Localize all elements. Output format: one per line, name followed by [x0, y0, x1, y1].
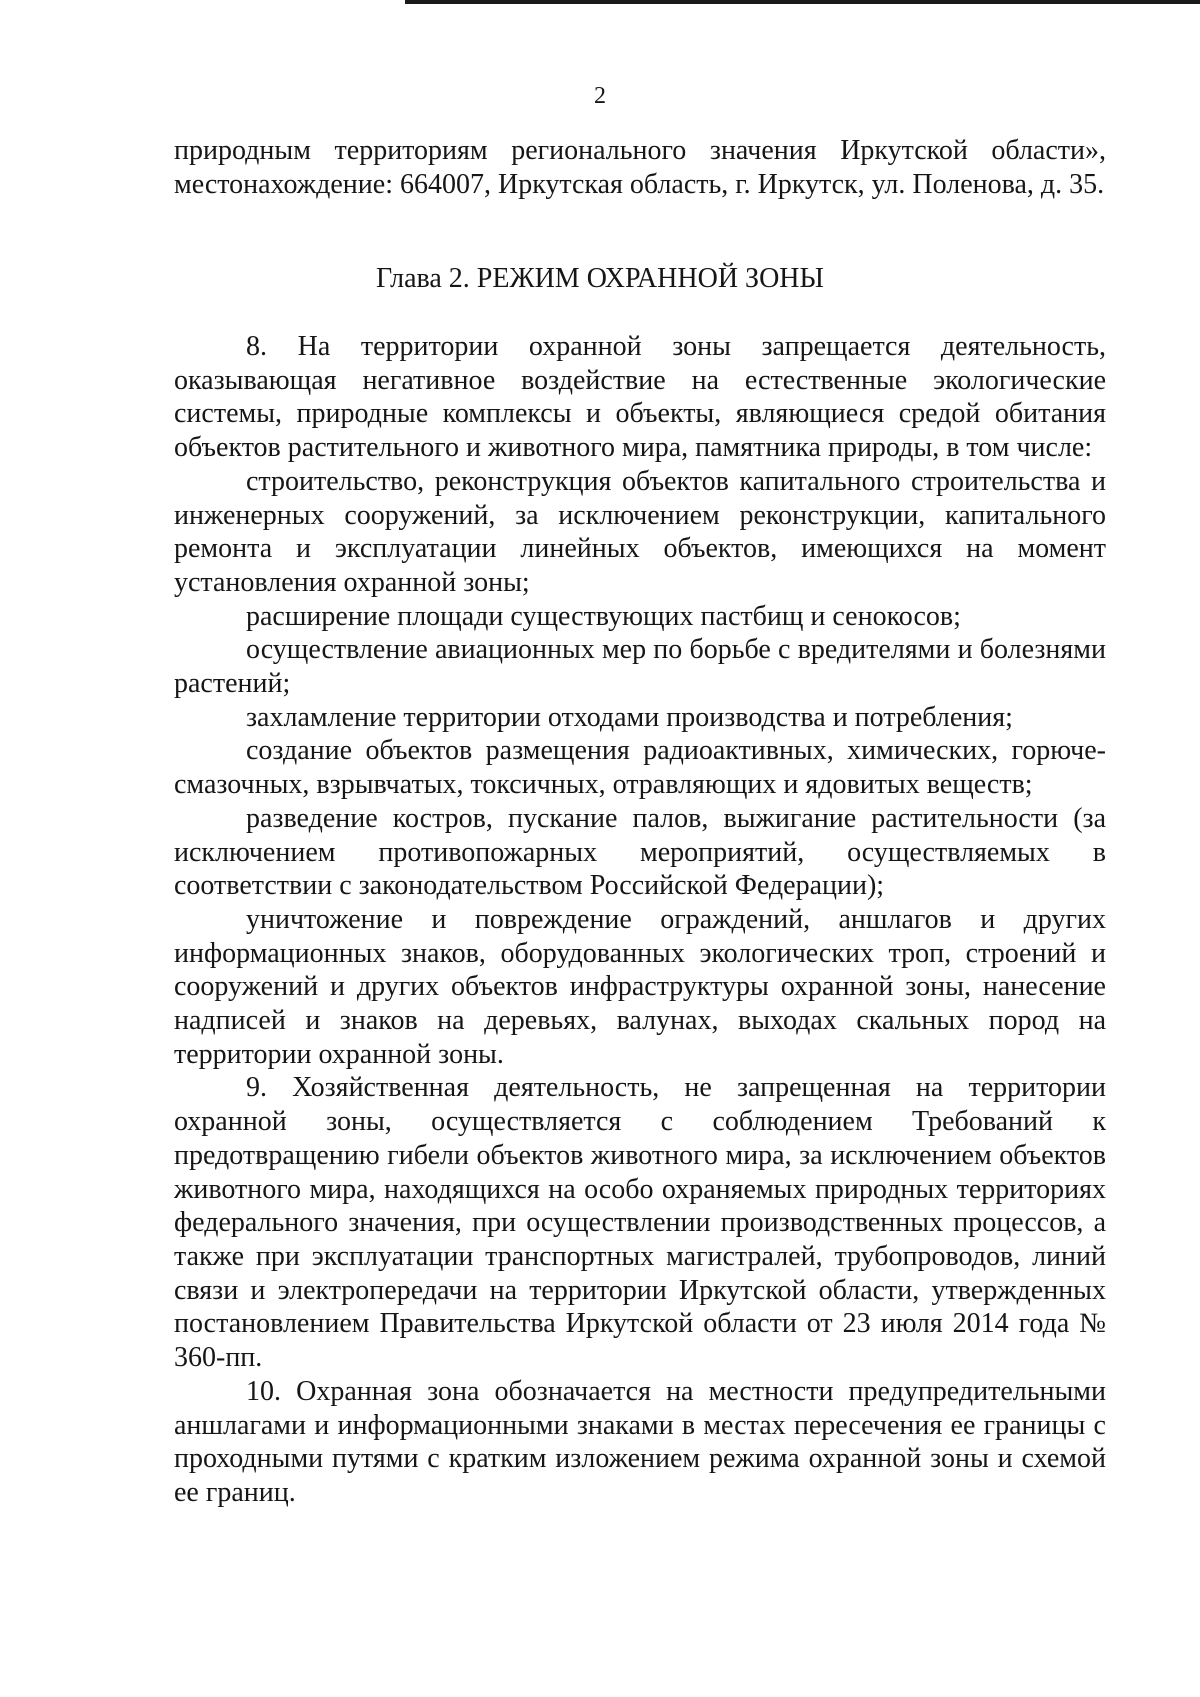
chapter-body [174, 330, 1106, 1510]
list-item-construction: строительство, реконструкция объектов капитального строительства и инженерных сооружений, за исключением реконструкции, капитального ремонта и эксплуатации линейных объектов, имеющихся на момент установления охранной зоны; [174, 465, 1106, 598]
paragraph-9: 9. Хозяйственная деятельность, не запрещенная на территории охранной зоны, осуществляется с соблюдением Требований к предотвращению гибели объектов животного мира, за исключением объектов животного мира, находящихся на особо охраняемых природных территориях федерального значения, при осуществлении производственных процессов, а также при эксплуатации транспортных магистралей, трубопроводов, линий связи и электропередачи на территории Иркутской области, утвержденных постановлением Правительства Иркутской области от 23 июля 2014 года № 360-пп. [174, 1072, 1106, 1374]
top-border-line [405, 0, 1200, 4]
list-item-aviation: осуществление авиационных мер по борьбе с вредителями и болезнями растений; [174, 634, 1106, 700]
list-item-hazardous-objects: создание объектов размещения радиоактивных, химических, горюче-смазочных, взрывчатых, токсичных, отравляющих и ядовитых веществ; [174, 735, 1106, 801]
list-item-destruction: уничтожение и повреждение ограждений, аншлагов и других информационных знаков, оборудованных экологических троп, строений и сооружений и других объектов инфраструктуры охранной зоны, нанесение надписей и знаков на деревьях, валунах, выходах скальных пород на территории охранной зоны. [174, 903, 1106, 1070]
chapter-title: Глава 2. РЕЖИМ ОХРАННОЙ ЗОНЫ [376, 263, 824, 294]
list-item-pastures: расширение площади существующих пастбищ и сенокосов; [246, 600, 961, 632]
page-number: 2 [594, 83, 606, 109]
list-item-littering: захламление территории отходами производства и потребления; [246, 701, 1013, 733]
list-item-fires: разведение костров, пускание палов, выжигание растительности (за исключением противопожарных мероприятий, осуществляемых в соответствии с законодательством Российской Федерации); [174, 802, 1106, 902]
paragraph-8: 8. На территории охранной зоны запрещается деятельность, оказывающая негативное воздействие на естественные экологические системы, природные комплексы и объекты, являющиеся средой обитания объектов растительного и животного мира, памятника природы, в том числе: [174, 331, 1106, 464]
paragraph-10: 10. Охранная зона обозначается на местности предупредительными аншлагами и информационными знаками в местах пересечения ее границы с проходными путями с кратким изложением режима охранной зоны и схемой ее границ. [174, 1375, 1106, 1508]
intro-block [174, 134, 1106, 201]
intro-paragraph: природным территориям регионального значения Иркутской области», местонахождение: 664007, Иркутская область, г. Иркутск, ул. Поленова, д. 35. [174, 135, 1106, 200]
